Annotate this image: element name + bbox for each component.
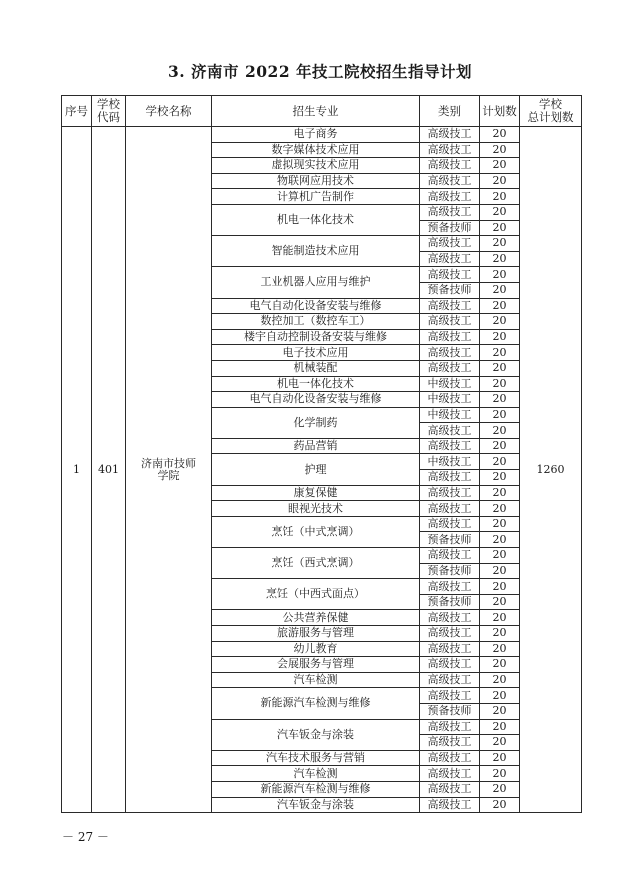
category-cell: 中级技工 <box>420 407 480 423</box>
header-total-plan <box>520 96 582 127</box>
page-number: － 27 － <box>62 830 109 844</box>
major-name-cell: 新能源汽车检测与维修 <box>212 781 420 797</box>
major-name-cell: 数字媒体技术应用 <box>212 142 420 158</box>
category-cell: 中级技工 <box>420 392 480 408</box>
major-name-cell: 虚拟现实技术应用 <box>212 158 420 174</box>
school-name-line2: 学院 <box>157 468 180 482</box>
category-cell: 预备技师 <box>420 282 480 298</box>
category-cell: 中级技工 <box>420 376 480 392</box>
category-cell: 预备技师 <box>420 532 480 548</box>
major-name-cell: 汽车钣金与涂装 <box>212 719 420 750</box>
plan-cell: 20 <box>480 703 520 719</box>
plan-cell: 20 <box>480 672 520 688</box>
header-school-code <box>92 96 126 127</box>
plan-cell: 20 <box>480 392 520 408</box>
plan-cell: 20 <box>480 626 520 642</box>
page-title: 3. 济南市 2022 年技工院校招生指导计划 <box>167 62 472 81</box>
major-name-cell: 烹饪（中西式面点） <box>212 579 420 610</box>
category-cell: 高级技工 <box>420 127 480 143</box>
plan-cell: 20 <box>480 158 520 174</box>
plan-cell: 20 <box>480 282 520 298</box>
major-name-cell: 楼宇自动控制设备安装与维修 <box>212 329 420 345</box>
plan-cell: 20 <box>480 298 520 314</box>
header-category: 类别 <box>420 96 480 127</box>
category-cell: 高级技工 <box>420 173 480 189</box>
major-name-cell: 新能源汽车检测与维修 <box>212 688 420 719</box>
major-name-cell: 电子技术应用 <box>212 345 420 361</box>
school-total-plan-cell: 1260 <box>520 127 582 813</box>
plan-cell: 20 <box>480 329 520 345</box>
major-name-cell: 公共营养保健 <box>212 610 420 626</box>
major-name-cell: 电气自动化设备安装与维修 <box>212 392 420 408</box>
category-cell: 高级技工 <box>420 516 480 532</box>
category-cell: 高级技工 <box>420 189 480 205</box>
plan-cell: 20 <box>480 236 520 252</box>
category-cell: 高级技工 <box>420 641 480 657</box>
category-cell: 高级技工 <box>420 672 480 688</box>
plan-cell: 20 <box>480 360 520 376</box>
header-total-line1: 学校 <box>539 97 562 111</box>
plan-cell: 20 <box>480 204 520 220</box>
plan-cell: 20 <box>480 719 520 735</box>
header-total-line2: 总计划数 <box>527 110 574 124</box>
plan-cell: 20 <box>480 781 520 797</box>
category-cell: 高级技工 <box>420 142 480 158</box>
header-major: 招生专业 <box>212 96 420 127</box>
plan-cell: 20 <box>480 516 520 532</box>
major-name-cell: 物联网应用技术 <box>212 173 420 189</box>
header-school-name: 学校名称 <box>126 96 212 127</box>
category-cell: 高级技工 <box>420 314 480 330</box>
plan-cell: 20 <box>480 220 520 236</box>
plan-cell: 20 <box>480 688 520 704</box>
plan-cell: 20 <box>480 735 520 751</box>
major-name-cell: 烹饪（中式烹调） <box>212 516 420 547</box>
plan-cell: 20 <box>480 127 520 143</box>
category-cell: 高级技工 <box>420 688 480 704</box>
major-name-cell: 康复保健 <box>212 485 420 501</box>
major-name-cell: 智能制造技术应用 <box>212 236 420 267</box>
major-name-cell: 计算机广告制作 <box>212 189 420 205</box>
plan-cell: 20 <box>480 454 520 470</box>
enrollment-plan-table <box>61 95 582 813</box>
plan-cell: 20 <box>480 376 520 392</box>
plan-cell: 20 <box>480 532 520 548</box>
category-cell: 高级技工 <box>420 579 480 595</box>
major-name-cell: 眼视光技术 <box>212 501 420 517</box>
major-name-cell: 数控加工（数控车工） <box>212 314 420 330</box>
plan-cell: 20 <box>480 438 520 454</box>
plan-cell: 20 <box>480 267 520 283</box>
header-school-code-line1: 学校 <box>97 97 120 111</box>
major-name-cell: 会展服务与管理 <box>212 657 420 673</box>
header-plan: 计划数 <box>480 96 520 127</box>
category-cell: 高级技工 <box>420 797 480 813</box>
plan-cell: 20 <box>480 470 520 486</box>
header-seq: 序号 <box>62 96 92 127</box>
category-cell: 高级技工 <box>420 251 480 267</box>
major-name-cell: 烹饪（西式烹调） <box>212 548 420 579</box>
plan-cell: 20 <box>480 485 520 501</box>
major-name-cell: 汽车检测 <box>212 672 420 688</box>
category-cell: 高级技工 <box>420 158 480 174</box>
school-name-cell <box>126 127 212 813</box>
table-header-row <box>62 96 582 127</box>
plan-cell: 20 <box>480 797 520 813</box>
category-cell: 高级技工 <box>420 735 480 751</box>
table-body <box>62 127 582 813</box>
category-cell: 高级技工 <box>420 470 480 486</box>
category-cell: 高级技工 <box>420 766 480 782</box>
major-name-cell: 化学制药 <box>212 407 420 438</box>
category-cell: 预备技师 <box>420 594 480 610</box>
major-name-cell: 汽车技术服务与营销 <box>212 750 420 766</box>
major-name-cell: 旅游服务与管理 <box>212 626 420 642</box>
category-cell: 高级技工 <box>420 719 480 735</box>
category-cell: 高级技工 <box>420 267 480 283</box>
category-cell: 高级技工 <box>420 438 480 454</box>
category-cell: 高级技工 <box>420 329 480 345</box>
plan-cell: 20 <box>480 345 520 361</box>
school-code-cell: 401 <box>92 127 126 813</box>
category-cell: 高级技工 <box>420 750 480 766</box>
plan-cell: 20 <box>480 142 520 158</box>
category-cell: 高级技工 <box>420 626 480 642</box>
plan-cell: 20 <box>480 641 520 657</box>
plan-cell: 20 <box>480 563 520 579</box>
table-row <box>62 127 582 143</box>
plan-cell: 20 <box>480 657 520 673</box>
plan-cell: 20 <box>480 189 520 205</box>
category-cell: 高级技工 <box>420 345 480 361</box>
plan-cell: 20 <box>480 610 520 626</box>
plan-cell: 20 <box>480 594 520 610</box>
category-cell: 高级技工 <box>420 610 480 626</box>
category-cell: 预备技师 <box>420 703 480 719</box>
major-name-cell: 工业机器人应用与维护 <box>212 267 420 298</box>
category-cell: 高级技工 <box>420 360 480 376</box>
plan-cell: 20 <box>480 750 520 766</box>
major-name-cell: 电子商务 <box>212 127 420 143</box>
major-name-cell: 汽车检测 <box>212 766 420 782</box>
plan-cell: 20 <box>480 579 520 595</box>
plan-cell: 20 <box>480 423 520 439</box>
category-cell: 高级技工 <box>420 298 480 314</box>
major-name-cell: 药品营销 <box>212 438 420 454</box>
major-name-cell: 电气自动化设备安装与维修 <box>212 298 420 314</box>
major-name-cell: 汽车钣金与涂装 <box>212 797 420 813</box>
category-cell: 高级技工 <box>420 485 480 501</box>
major-name-cell: 机械装配 <box>212 360 420 376</box>
category-cell: 高级技工 <box>420 548 480 564</box>
major-name-cell: 机电一体化技术 <box>212 204 420 235</box>
school-seq-cell: 1 <box>62 127 92 813</box>
major-name-cell: 护理 <box>212 454 420 485</box>
major-name-cell: 幼儿教育 <box>212 641 420 657</box>
plan-cell: 20 <box>480 314 520 330</box>
category-cell: 高级技工 <box>420 423 480 439</box>
category-cell: 高级技工 <box>420 236 480 252</box>
major-name-cell: 机电一体化技术 <box>212 376 420 392</box>
category-cell: 预备技师 <box>420 220 480 236</box>
category-cell: 中级技工 <box>420 454 480 470</box>
category-cell: 预备技师 <box>420 563 480 579</box>
category-cell: 高级技工 <box>420 657 480 673</box>
school-name-line1: 济南市技师 <box>141 456 196 470</box>
plan-cell: 20 <box>480 501 520 517</box>
plan-cell: 20 <box>480 251 520 267</box>
category-cell: 高级技工 <box>420 781 480 797</box>
category-cell: 高级技工 <box>420 501 480 517</box>
plan-cell: 20 <box>480 766 520 782</box>
category-cell: 高级技工 <box>420 204 480 220</box>
plan-cell: 20 <box>480 548 520 564</box>
plan-cell: 20 <box>480 173 520 189</box>
plan-cell: 20 <box>480 407 520 423</box>
header-school-code-line2: 代码 <box>97 110 120 124</box>
